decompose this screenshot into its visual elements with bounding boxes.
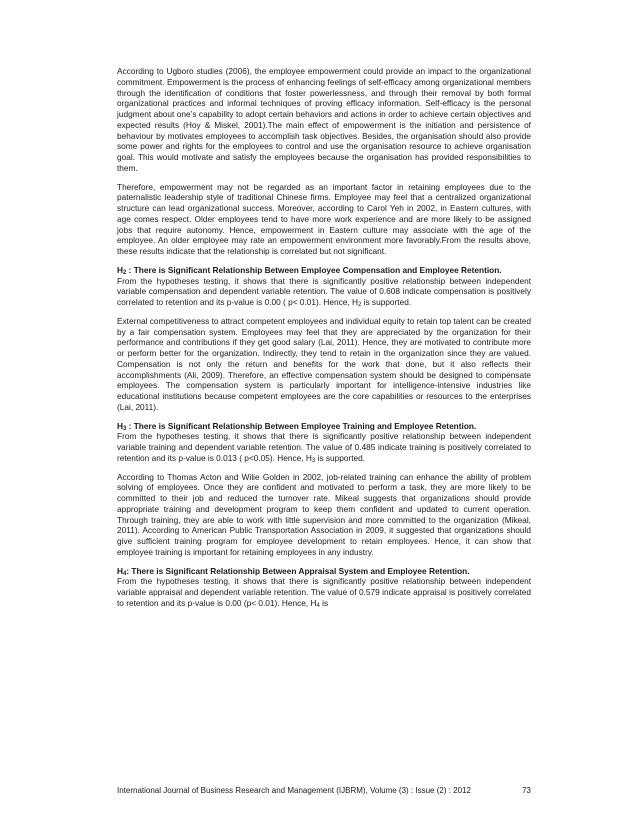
paragraph-empowerment-ugboro: According to Ugboro studies (2006), the employee empowerment could provide an impact to the organizational commitment. Empowerment is the process of enhancing feelings of self-efficacy among organizational members through the identification of conditions that foster powerlessness, and through their removal by both formal organizational practices and informal techniques of proving efficacy information. Self-efficacy is the personal judgment about one’s capability to adopt certain behaviors and actions in order to achieve certain objectives and expected results (Hoy & Miskel, 2001).The main effect of empowerment is the initiation and persistence of behaviour by motivates employees to accomplish task objectives. Besides, the organisation should also provide some power and rights for the employees to control and use the organisation resource to achieve organisation goal. This would motivate and satisfy the employees because the organisation has provided responsibilities to them. [117, 66, 531, 173]
page-number: 73 [522, 786, 531, 795]
hypothesis-h3-heading: $H_3$ : There is Significant Relationship Between Employee Training and Employee Retention. [117, 420, 477, 432]
paragraph-training-discussion: According to Thomas Acton and Wilie Golden in 2002, job-related training can enhance the ability of problem solving of employees. Once they are confident and motivated to perform a task, they are more likely to be committed to their job and reduced the turnover rate. Mikeal suggests that organizations should provide appropriate training and development program to keep them confident and updated to current operation. Through training, they are able to work with little supervision and more committed to the organization (Mikeal, 2011). According to American Public Transportation Association in 2009, it suggested that organizations should give sufficient training program for employee development to retain employees. Hence, it can show that employee training is important for retaining employees in any industry. [117, 471, 531, 557]
paragraph-compensation-discussion: External competitiveness to attract competent employees and individual equity to retain top talent can be created by a fair compensation system. Employees may feel that they are appreciated by the organization for their performance and contributions if they get good salary (Lai, 2011). Hence, they are motivated to contribute more or perform better for the organization. Indirectly, they tend to retain in the organization since they are valued. Compensation is not only the return and benefits for the work that done, but it also reflects their accomplishments (Ali, 2009). Therefore, an effective compensation system should be designed to compensate employees. The compensation system is particularly important for intelligence-intensive industries like educational institutions because competent employees are the core capabilities or resources to the enterprises (Lai, 2011). [117, 315, 531, 412]
hypothesis-h2-result: From the hypotheses testing, it shows that there is significantly positive relationship between independent variable compensation and dependent variable retention. The value of 0.608 indicate compensation is positively correlated to retention and its p-value is 0.00 ( p< 0.01). Hence, $H_2$ is supported. [117, 275, 531, 308]
page-footer [117, 786, 531, 796]
hypothesis-h2-heading: $H_2$ : There is Significant Relationship Between Employee Compensation and Employee Retention. [117, 264, 502, 276]
body-text [117, 66, 531, 609]
hypothesis-h4-heading: $H_4$: There is Significant Relationship Between Appraisal System and Employee Retention. [117, 565, 470, 577]
hypothesis-h4-result: From the hypotheses testing, it shows that there is significantly positive relationship between independent variable appraisal and dependent variable retention. The value of 0.579 indicate appraisal is positively correlated to retention and its p-value is 0.00 (p< 0.01). Hence, $H_4$ is [117, 576, 531, 609]
paragraph-empowerment-chinese-firms: Therefore, empowerment may not be regarded as an important factor in retaining employees due to the paternalistic leadership style of traditional Chinese firms. Employee may feel that a centralized organizational structure can lead organizational success. Moreover, according to Carol Yeh in 2002, in Eastern cultures, with age comes respect. Older employees tend to have more work experience and are more likely to be assigned jobs that require autonomy. Hence, empowerment in Eastern culture may associate with the age of the employee. An older employee may rate an empowerment environment more favorably.From the results above, these results indicate that the relationship is correlated but not significant. [117, 181, 531, 256]
journal-citation: International Journal of Business Research and Management (IJBRM), Volume (3) : Issue (2) : 2012 [117, 786, 471, 795]
hypothesis-h3-result: From the hypotheses testing, it shows that there is significantly positive relationship between independent variable training and dependent variable retention. The value of 0.485 indicate training is positively correlated to retention and its p-value is 0.013 ( p<0.05). Hence, $H_3$ is supported. [117, 431, 531, 464]
